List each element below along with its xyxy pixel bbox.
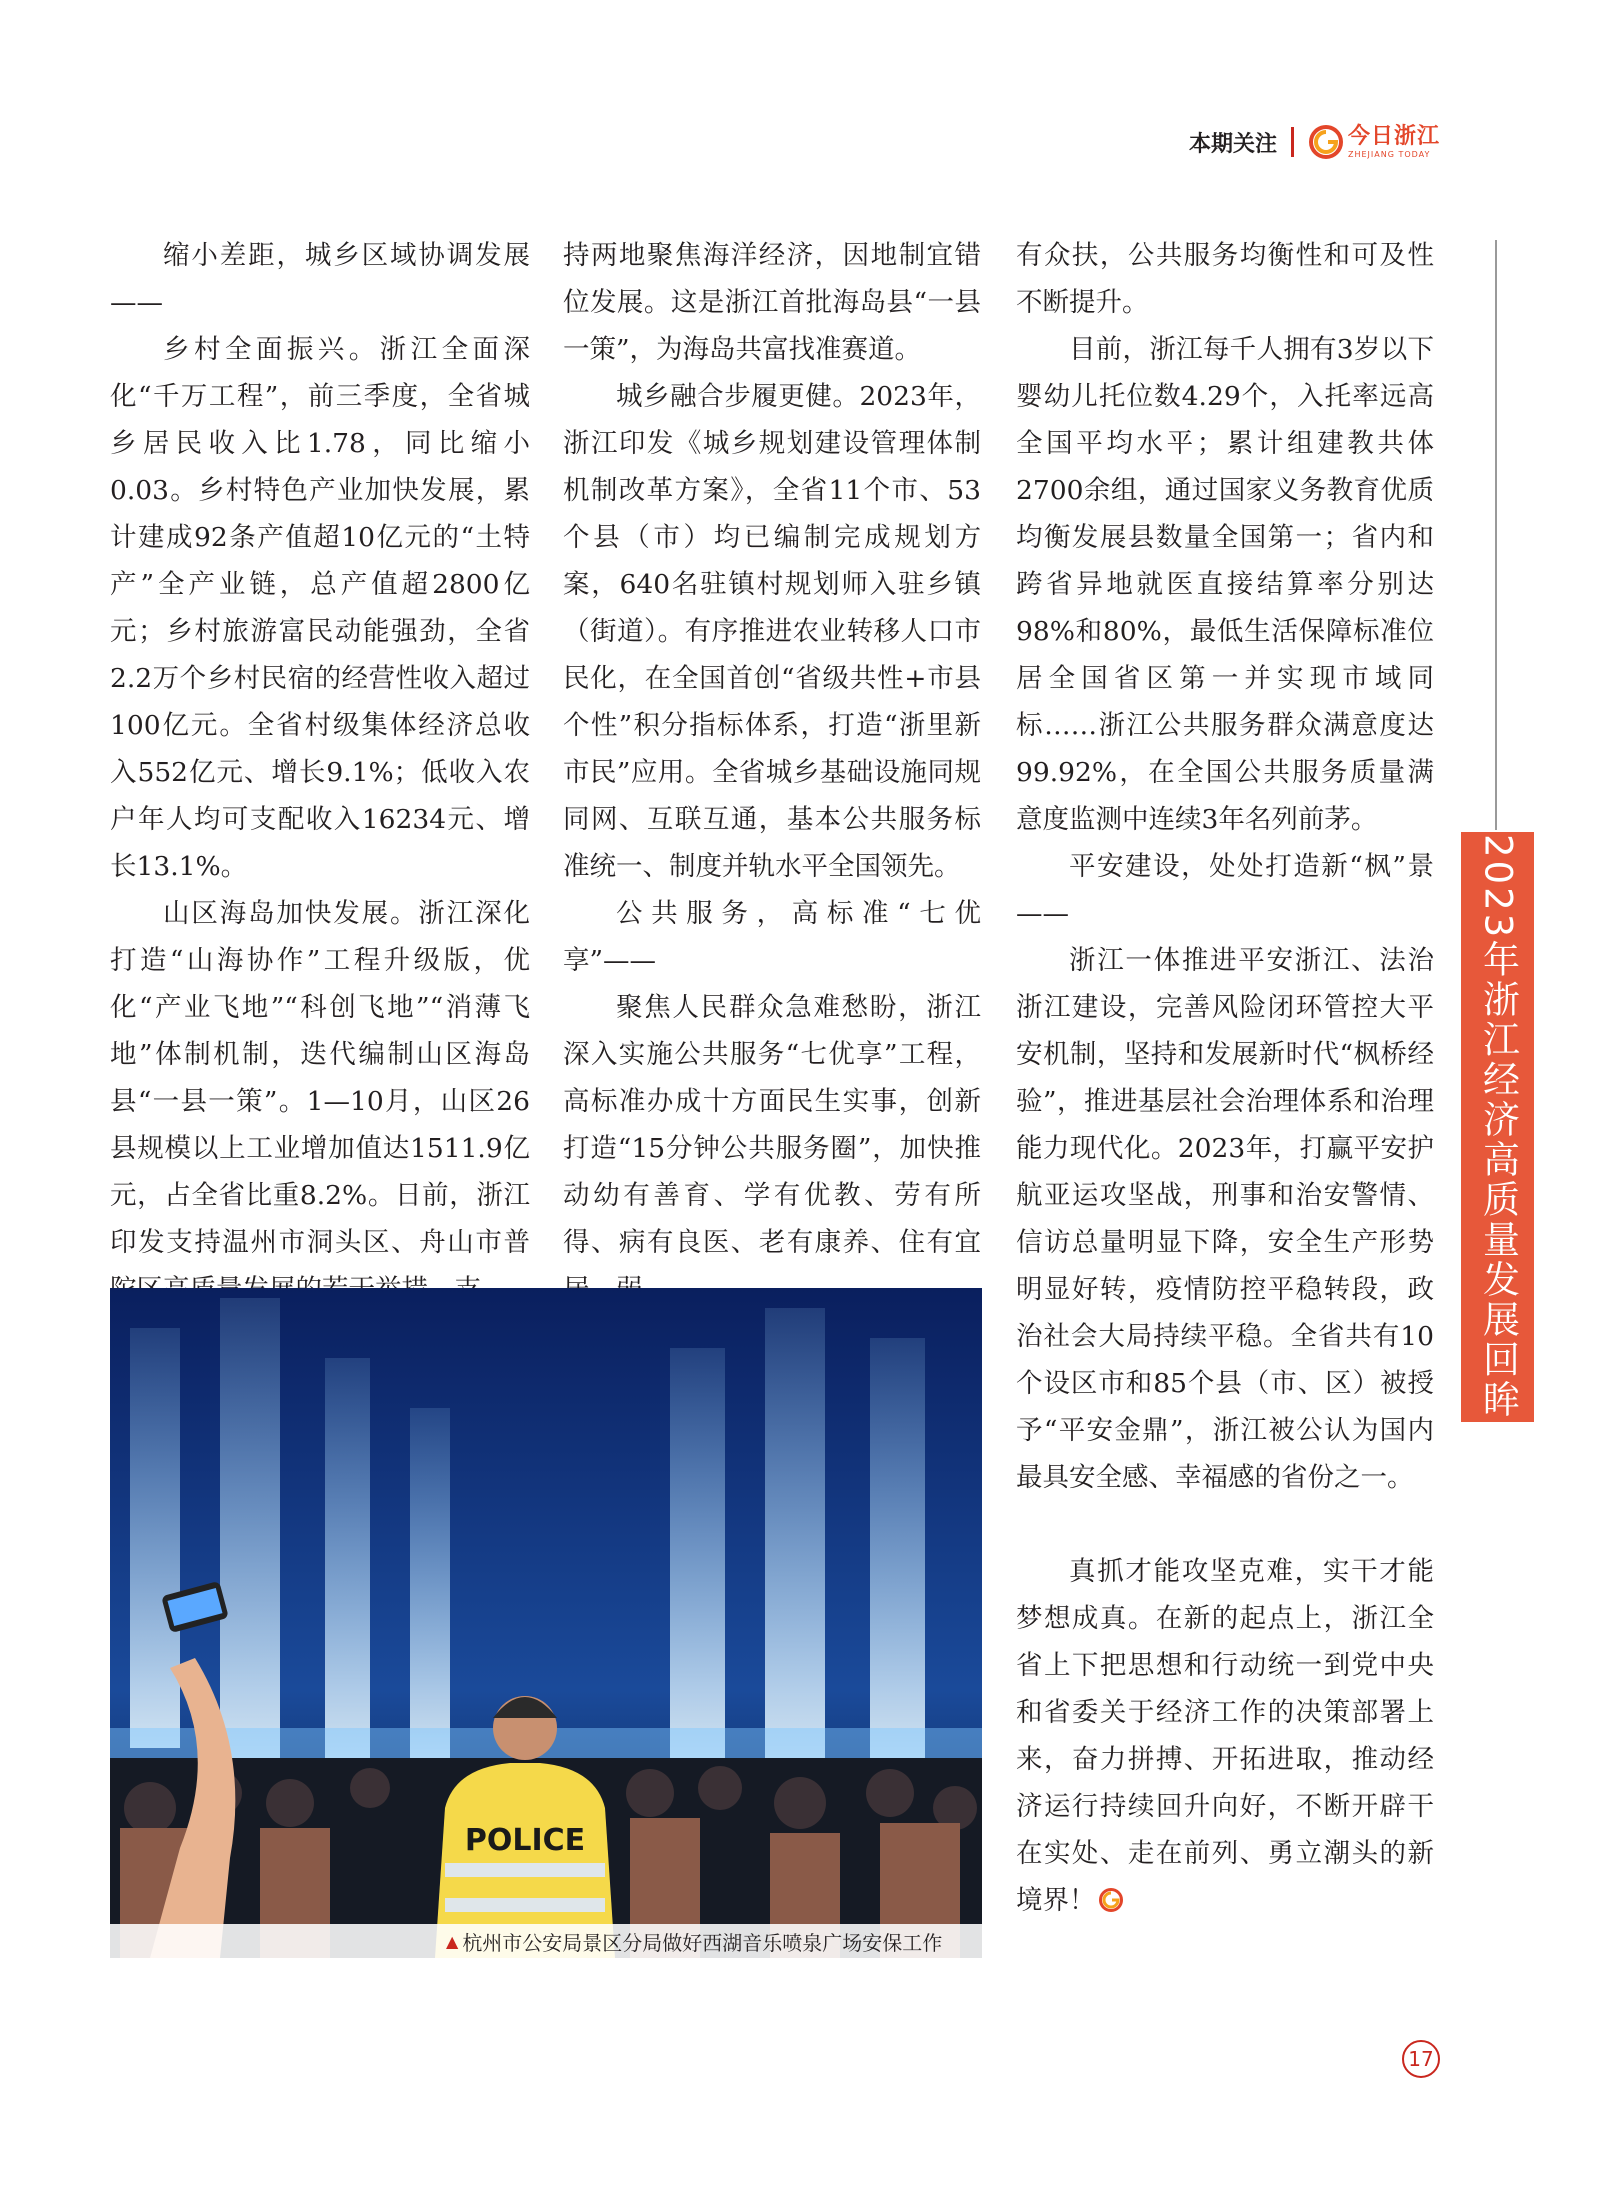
- conclusion-text: 真抓才能攻坚克难，实干才能梦想成真。在新的起点上，浙江全省上下把思想和行动统一到党中央和省委关于经济工作的决策部署上来，奋力拼搏、开拓进取，推动经济运行持续回升向好，不断开辟干在实处、走在前列、勇立潮头的新境界！: [1016, 1556, 1434, 1916]
- paragraph-safe-zhejiang: 浙江一体推进平安浙江、法治浙江建设，完善风险闭环管控大平安机制，坚持和发展新时代“枫桥经验”，推进基层社会治理体系和治理能力现代化。2023年，打赢平安护航亚运攻坚战，刑事和治安警情、信访总量明显下降，安全生产形势明显好转，疫情防控平稳转段，政治社会大局持续平稳。全省共有10个设区市和85个县（市、区）被授予“平安金鼎”，浙江被公认为国内最具安全感、幸福感的省份之一。: [1016, 945, 1434, 1493]
- paragraph-services-continued: 有众扶，公共服务均衡性和可及性不断提升。: [1016, 240, 1434, 318]
- logo-english-name: ZHEJIANG TODAY: [1347, 149, 1431, 159]
- photo-fountain-security: [110, 1288, 982, 1958]
- page-number: 17: [1402, 2040, 1440, 2078]
- paragraph-conclusion: [1016, 1548, 1434, 1924]
- section-side-tab: [1461, 832, 1534, 1422]
- subheading-safety: 平安建设，处处打造新“枫”景——: [1016, 851, 1434, 929]
- side-tab-title: 2023年浙江经济高质量发展回眸: [1476, 833, 1520, 1421]
- paragraph-seven-benefits: 聚焦人民群众急难愁盼，浙江深入实施公共服务“七优享”工程，高标准办成十方面民生实事，创新打造“15分钟公共服务圈”，加快推动幼有善育、学有优教、劳有所得、病有良医、老有康养、住有宜: [563, 992, 981, 1258]
- logo-swirl-icon: [1308, 124, 1344, 160]
- paragraph-childcare-stats: 目前，浙江每千人拥有3岁以下婴幼儿托位数4.29个，入托率远高全国平均水平；累计组建教共体2700余组，通过国家义务教育优质均衡发展县数量全国第一；省内和跨省异地就医直接结算率分别达98%和80%，最低生活保障标准位居全国省区第一并实现市域同标……浙江公共服务群众满意度达99.92%，在全国公共服务质量满意度监测中连续3年名列前茅。: [1016, 334, 1434, 835]
- section-title: 本期关注: [1188, 131, 1277, 157]
- magazine-logo: [1308, 124, 1440, 160]
- subheading-urban-rural: 缩小差距，城乡区域协调发展——: [110, 240, 530, 318]
- page-header: [1189, 122, 1440, 162]
- caption-text: 杭州市公安局景区分局做好西湖音乐喷泉广场安保工作: [462, 1930, 943, 1955]
- article-column-2: [563, 232, 981, 1313]
- header-divider: [1291, 127, 1294, 157]
- article-column-3: [1016, 232, 1434, 1924]
- paragraph-urban-rural-integration: 城乡融合步履更健。2023年，浙江印发《城乡规划建设管理体制机制改革方案》，全省11个市、53个县（市）均已编制完成规划方案，640名驻镇村规划师入驻乡镇（街道）。有序推进农业转移人口市民化，在全国首创“省级共性+市县个性”积分指标体系，打造“浙里新市民”应用。全省城乡基础设施同规同网、互联互通，基本公共服务标准统一、制度并轨水平全国领先。: [563, 381, 981, 882]
- paragraph-rural-revitalization: 乡村全面振兴。浙江全面深化“千万工程”，前三季度，全省城乡居民收入比1.78，同比缩小0.03。乡村特色产业加快发展，累计建成92条产值超10亿元的“土特产”全产业链，总产值超2800亿元；乡村旅游富民动能强劲，全省2.2万个乡村民宿的经营性收入超过100亿元。全省村级集体经济总收入552亿元、增长9.1%；低收入农户年人均可支配收入16234元、增长13.1%。: [110, 334, 530, 882]
- paragraph-mountain-island: 山区海岛加快发展。浙江深化打造“山海协作”工程升级版，优化“产业飞地”“科创飞地”“消薄飞地”体制机制，迭代编制山区海岛县“一县一策”。1—10月，山区26县规模以上工业增加值达1511.9亿元，占全省比重8.2%。日前，浙江印发支持温州市洞头区、舟山市普: [110, 898, 530, 1258]
- photo-caption: [110, 1924, 982, 1958]
- column-divider: [1495, 240, 1497, 830]
- caption-triangle-icon: ▲: [446, 1931, 459, 1951]
- subheading-public-services: 公共服务，高标准“七优享”——: [563, 898, 981, 976]
- logo-chinese-name: 今日浙江: [1347, 123, 1440, 149]
- article-end-logo-icon: [1098, 1887, 1124, 1913]
- article-column-1: [110, 232, 530, 1313]
- paragraph-island-continued: 持两地聚焦海洋经济，因地制宜错位发展。这是浙江首批海岛县“一县一策”，为海岛共富找准赛道。: [563, 240, 981, 365]
- police-vest-label: POLICE: [464, 1823, 586, 1858]
